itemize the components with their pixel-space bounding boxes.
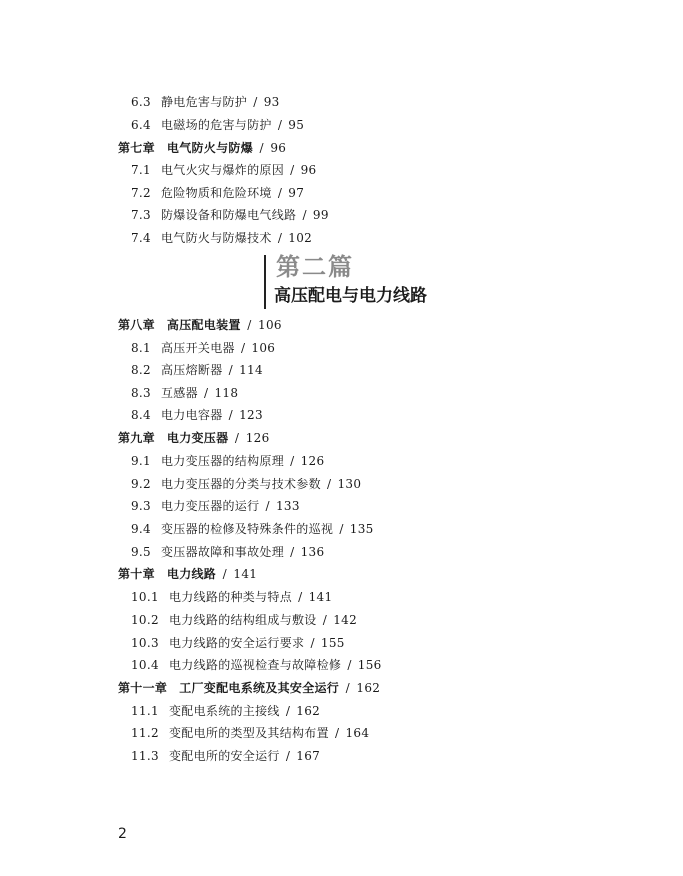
separator: / [265,499,270,513]
chapter-title: 电力变压器 [166,431,229,445]
page-ref: 155 [320,636,345,650]
toc-entry [131,544,324,560]
separator: / [347,658,352,672]
separator: / [310,636,315,650]
section-number: 9.5 [131,545,151,559]
toc-entry [131,340,275,356]
section-number: 6.3 [131,95,151,109]
section-title: 变压器的检修及特殊条件的巡视 [161,522,334,536]
section-number: 9.3 [131,499,151,513]
part-divider-bar [264,255,266,309]
section-title: 变配电所的类型及其结构布置 [169,726,329,740]
toc-entry [131,635,345,651]
section-title: 变配电所的安全运行 [169,749,280,763]
page-ref: 99 [312,208,329,222]
section-title: 电力变压器的结构原理 [161,454,285,468]
section-title: 危险物质和危险环境 [161,186,272,200]
page-ref: 133 [276,499,300,513]
toc-entry [131,94,280,110]
section-title: 电力线路的安全运行要求 [169,636,305,650]
toc-entry [131,162,316,178]
separator: / [302,208,307,222]
section-number: 11.3 [131,749,159,763]
toc-entry [131,117,304,133]
section-title: 电力线路的巡视检查与故障检修 [169,658,342,672]
section-number: 9.4 [131,522,151,536]
section-title: 静电危害与防护 [161,95,248,109]
toc-entry [131,385,238,401]
section-number: 8.3 [131,386,151,400]
toc-chapter [118,680,380,696]
toc-entry [131,453,324,469]
chapter-number: 第七章 [118,141,155,155]
toc-entry [131,185,304,201]
chapter-title: 电力线路 [166,567,217,581]
page-ref: 164 [345,726,370,740]
section-number: 10.4 [131,658,159,672]
separator: / [285,749,291,763]
chapter-number: 第九章 [118,431,155,445]
separator: / [228,408,233,422]
page-ref: 97 [288,186,305,200]
page-ref: 102 [288,231,313,245]
section-title: 电气防火与防爆技术 [161,231,272,245]
section-title: 电力变压器的分类与技术参数 [161,477,321,491]
page-ref: 96 [270,141,287,155]
separator: / [222,567,227,581]
separator: / [240,341,246,355]
separator: / [322,613,328,627]
toc-entry [131,748,320,764]
toc-entry [131,521,374,537]
page-ref: 95 [288,118,305,132]
section-title: 防爆设备和防爆电气线路 [161,208,297,222]
page-ref: 167 [296,749,321,763]
section-number: 8.1 [131,341,151,355]
separator: / [259,141,264,155]
section-number: 9.2 [131,477,151,491]
section-title: 电力变压器的运行 [161,499,260,513]
separator: / [345,681,350,695]
separator: / [335,726,340,740]
separator: / [234,431,240,445]
separator: / [253,95,258,109]
section-number: 10.2 [131,613,159,627]
separator: / [290,545,295,559]
page-ref: 130 [337,477,362,491]
section-title: 变配电系统的主接线 [169,704,280,718]
section-number: 6.4 [131,118,151,132]
section-title: 电气火灾与爆炸的原因 [161,163,285,177]
separator: / [290,454,295,468]
toc-chapter [118,317,282,333]
page-ref: 156 [357,658,382,672]
page-number: 2 [118,826,127,842]
chapter-number: 第十章 [118,567,155,581]
page-ref: 162 [356,681,381,695]
separator: / [285,704,291,718]
chapter-number: 第八章 [118,318,155,332]
toc-entry [131,476,361,492]
separator: / [290,163,295,177]
section-title: 电力线路的种类与特点 [169,590,293,604]
toc-chapter [118,430,270,446]
page-ref: 126 [300,454,325,468]
section-number: 7.2 [131,186,151,200]
page-ref: 96 [300,163,317,177]
toc-chapter [118,140,286,156]
separator: / [298,590,303,604]
section-title: 电力线路的结构组成与敷设 [169,613,317,627]
separator: / [277,118,283,132]
toc-entry [131,498,300,514]
separator: / [277,186,283,200]
toc-entry [131,612,357,628]
section-number: 11.2 [131,726,159,740]
page-ref: 114 [239,363,263,377]
part-title: 高压配电与电力线路 [274,286,427,306]
chapter-number: 第十一章 [118,681,168,695]
page-ref: 142 [333,613,358,627]
section-number: 7.3 [131,208,151,222]
section-number: 7.4 [131,231,151,245]
toc-entry [131,703,320,719]
toc-entry [131,230,312,246]
toc-entry [131,589,332,605]
section-title: 高压开关电器 [161,341,235,355]
section-number: 10.1 [131,590,159,604]
toc-entry [131,725,369,741]
separator: / [339,522,344,536]
separator: / [277,231,283,245]
chapter-title: 工厂变配电系统及其安全运行 [179,681,340,695]
section-title: 高压熔断器 [161,363,223,377]
section-number: 8.2 [131,363,151,377]
page-ref: 106 [251,341,276,355]
page-ref: 136 [300,545,325,559]
page-ref: 126 [245,431,270,445]
part-label: 第二篇 [276,253,354,281]
page-ref: 162 [296,704,321,718]
section-title: 变压器故障和事故处理 [161,545,285,559]
page-ref: 106 [258,318,282,332]
section-number: 8.4 [131,408,151,422]
section-number: 11.1 [131,704,159,718]
page-ref: 93 [263,95,280,109]
chapter-title: 电气防火与防爆 [166,141,254,155]
toc-entry [131,657,382,673]
separator: / [228,363,233,377]
separator: / [204,386,209,400]
page-ref: 141 [233,567,258,581]
page-ref: 118 [214,386,239,400]
page-ref: 123 [239,408,263,422]
toc-entry [131,362,263,378]
toc-entry [131,407,263,423]
toc-entry [131,207,329,223]
page-ref: 135 [349,522,374,536]
section-number: 9.1 [131,454,151,468]
separator: / [327,477,332,491]
chapter-title: 高压配电装置 [166,318,241,332]
section-title: 电磁场的危害与防护 [161,118,272,132]
toc-chapter [118,566,257,582]
section-title: 电力电容器 [161,408,223,422]
separator: / [247,318,252,332]
section-number: 10.3 [131,636,159,650]
page-ref: 141 [308,590,333,604]
section-title: 互感器 [161,386,198,400]
section-number: 7.1 [131,163,151,177]
